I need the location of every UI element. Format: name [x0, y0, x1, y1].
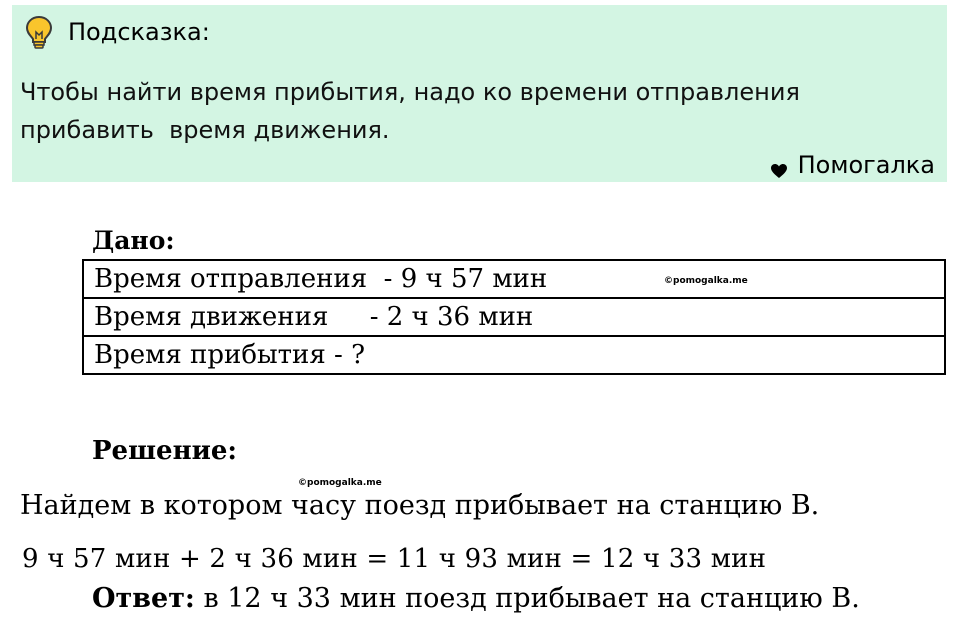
- given-table: [82, 259, 946, 375]
- hint-title-row: [24, 15, 210, 49]
- lightbulb-icon: [24, 15, 54, 49]
- given-arrival-time: Время прибытия - ?: [83, 336, 945, 374]
- solution-label: Решение:: [92, 436, 238, 466]
- brand-row: [770, 151, 935, 179]
- hint-text-line-1: Чтобы найти время прибытия, надо ко времени отправления: [20, 78, 800, 106]
- watermark: ©pomogalka.me: [298, 478, 382, 488]
- brand-name: Помогалка: [797, 151, 935, 179]
- given-label: Дано:: [92, 226, 175, 255]
- answer-label: Ответ:: [92, 583, 195, 614]
- watermark: ©pomogalka.me: [664, 276, 748, 286]
- hint-text-line-2: прибавить время движения.: [20, 116, 390, 144]
- given-travel-time: Время движения - 2 ч 36 мин: [83, 298, 945, 336]
- hint-box: [12, 5, 947, 182]
- hint-title: Подсказка:: [68, 18, 210, 46]
- answer: [92, 583, 860, 614]
- solution-equation: 9 ч 57 мин + 2 ч 36 мин = 11 ч 93 мин = 12 ч 33 мин: [22, 544, 767, 574]
- heart-icon: [770, 157, 788, 173]
- hint-text: [20, 73, 900, 149]
- table-row: [83, 336, 945, 374]
- answer-text: в 12 ч 33 мин поезд прибывает на станцию В.: [194, 583, 860, 614]
- solution-line-1: Найдем в котором часу поезд прибывает на станцию В.: [20, 490, 820, 521]
- table-row: [83, 298, 945, 336]
- given-departure-time: Время отправления - 9 ч 57 мин: [83, 260, 945, 298]
- table-row: [83, 260, 945, 298]
